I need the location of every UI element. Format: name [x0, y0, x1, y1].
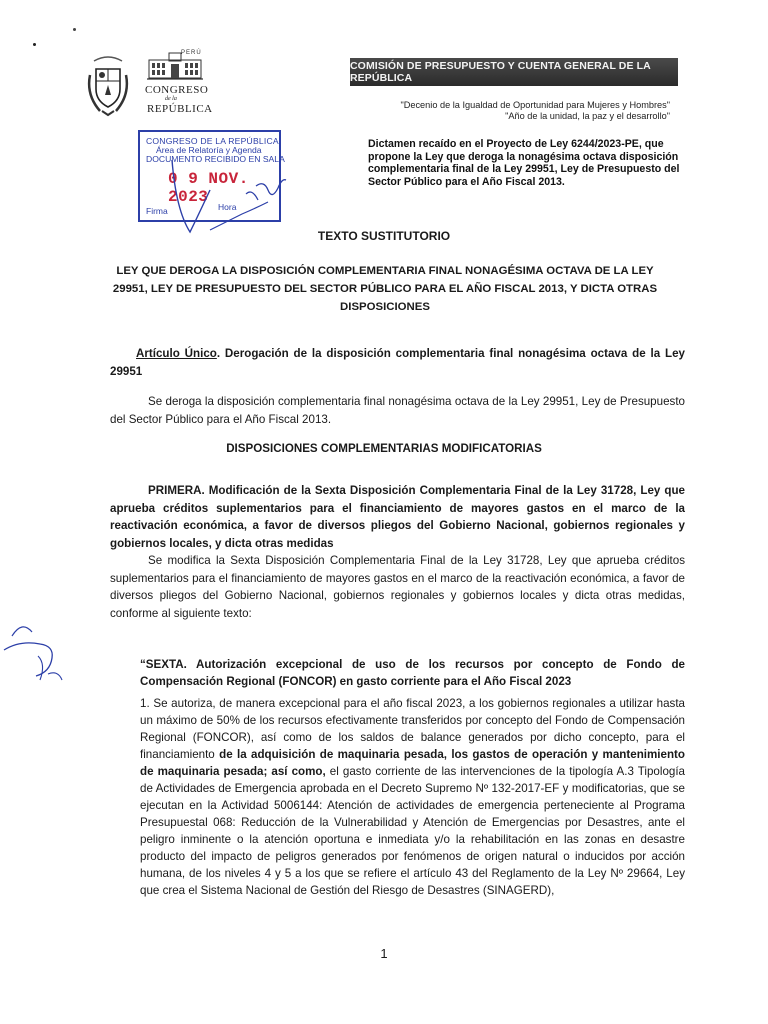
logo-peru-text: PERÚ — [181, 50, 202, 56]
decenio-line-2: "Año de la unidad, la paz y el desarrollo" — [505, 111, 670, 121]
articulo-unico-heading — [110, 345, 685, 380]
stamp-line-3: DOCUMENTO RECIBIDO EN SALA — [146, 154, 285, 164]
speck — [73, 28, 76, 31]
sexta-heading: “SEXTA. Autorización excepcional de uso de los recursos por concepto de Fondo de Compensación Regional (FONCOR) en gasto corriente para el Año Fiscal 2023 — [140, 658, 685, 688]
sexta-p1-bold: de la adquisición de maquinaria pesada, los gastos de operación y mantenimiento de maquinaria pesada; así como, — [140, 748, 686, 778]
stamp-firma-label: Firma — [146, 206, 168, 216]
sexta-p1-part-c: el gasto corriente de las intervenciones de la tipología A.3 Tipología de Actividades de Emergencia aprobada en el Decreto Supremo Nº 132-2017-EF y modificatorias, que se ejecutan en la Actividad 5006144: Atención de actividades de emergencia perteneciente al Programa Presupuestal 068: Reducción de la Vulnerabilidad y Atención de Emergencias por Desastres, ante el peligro inminente o la atención oportuna e inmediata y/o la rehabilitación en las zonas en desastre producto del impacto de peligros generados por fenómenos de origen natural o inducidos por acción humana, de los niveles 4 y 5 a los que se refiere el artículo 43 del Reglamento de la Ley Nº 29664, Ley que crea el Sistema Nacional de Gestión del Riesgo de Desastres (SINAGERD), — [140, 765, 686, 897]
articulo-unico-heading-text: . Derogación de la disposición complementaria final nonagésima octava de la Ley 29951 — [110, 347, 685, 378]
texto-sustitutorio-heading: TEXTO SUSTITUTORIO — [317, 229, 451, 243]
disposiciones-heading: DISPOSICIONES COMPLEMENTARIAS MODIFICATORIAS — [226, 442, 542, 455]
articulo-unico-body: Se deroga la disposición complementaria final nonagésima octava de la Ley 29951, Ley de Presupuesto del Sector Público para el Año Fiscal 2013. — [110, 395, 685, 426]
speck — [33, 43, 36, 46]
handwritten-signature-icon — [160, 150, 290, 240]
sexta-paragraph-1 — [140, 695, 685, 899]
articulo-unico-label: Artículo Único — [136, 347, 217, 360]
commission-banner: COMISIÓN DE PRESUPUESTO Y CUENTA GENERAL DE LA REPÚBLICA — [350, 58, 678, 86]
congreso-logo — [143, 50, 213, 120]
dictamen-summary: Dictamen recaído en el Proyecto de Ley 6244/2023-PE, que propone la Ley que deroga la nonagésima octava disposición complementaria final de la Ley 29951, Ley de Presupuesto del Sector Público para el Año Fiscal 2013. — [368, 138, 680, 188]
logo-republica-text: REPÚBLICA — [147, 103, 213, 115]
logo-dela-text: de la — [165, 96, 177, 102]
decenio-line-1: "Decenio de la Igualdad de Oportunidad para Mujeres y Hombres" — [400, 100, 670, 110]
stamp-date: 0 9 NOV. 2023 — [168, 170, 249, 206]
peru-coat-of-arms-icon — [86, 55, 130, 117]
primera-heading: PRIMERA. Modificación de la Sexta Disposición Complementaria Final de la Ley 31728, Ley que aprueba créditos suplementarios para el financiamiento de mayores gastos en el marco de la reactivación económica, a favor de diversos pliegos del Gobierno Nacional, gobiernos regionales y gobiernos locales, y dicta otras medidas — [110, 484, 685, 550]
logo-congreso-text: CONGRESO — [145, 84, 209, 96]
margin-signature-icon — [0, 610, 70, 690]
page-number: 1 — [380, 946, 388, 961]
law-title: LEY QUE DEROGA LA DISPOSICIÓN COMPLEMENTARIA FINAL NONAGÉSIMA OCTAVA DE LA LEY 29951, LEY DE PRESUPUESTO DEL SECTOR PÚBLICO PARA EL AÑO FISCAL 2013, Y DICTA OTRAS DISPOSICIONES — [112, 265, 658, 313]
stamp-hora-label: Hora — [218, 202, 237, 212]
stamp-line-1: CONGRESO DE LA REPÚBLICA — [146, 136, 279, 146]
sexta-p1-part-a: 1. Se autoriza, de manera excepcional para el año fiscal 2023, a los gobiernos regionales a utilizar hasta un máximo de 50% de los recursos efectivamente transferidos por concepto del Fondo de Compensación Regional (FONCOR), así como de los saldos de balance generados por dicho concepto, para el financiamiento — [140, 697, 685, 761]
decenio-motto — [400, 100, 670, 122]
primera-body: Se modifica la Sexta Disposición Complementaria Final de la Ley 31728, Ley que aprueba créditos suplementarios para el financiamiento de mayores gastos en el marco de la reactivación económica, a favor de diversos pliegos del Gobierno Nacional, gobiernos regionales y gobiernos locales y dicta otras medidas, conforme al siguiente texto: — [110, 554, 685, 620]
stamp-line-2: Área de Relatoría y Agenda — [156, 145, 262, 155]
